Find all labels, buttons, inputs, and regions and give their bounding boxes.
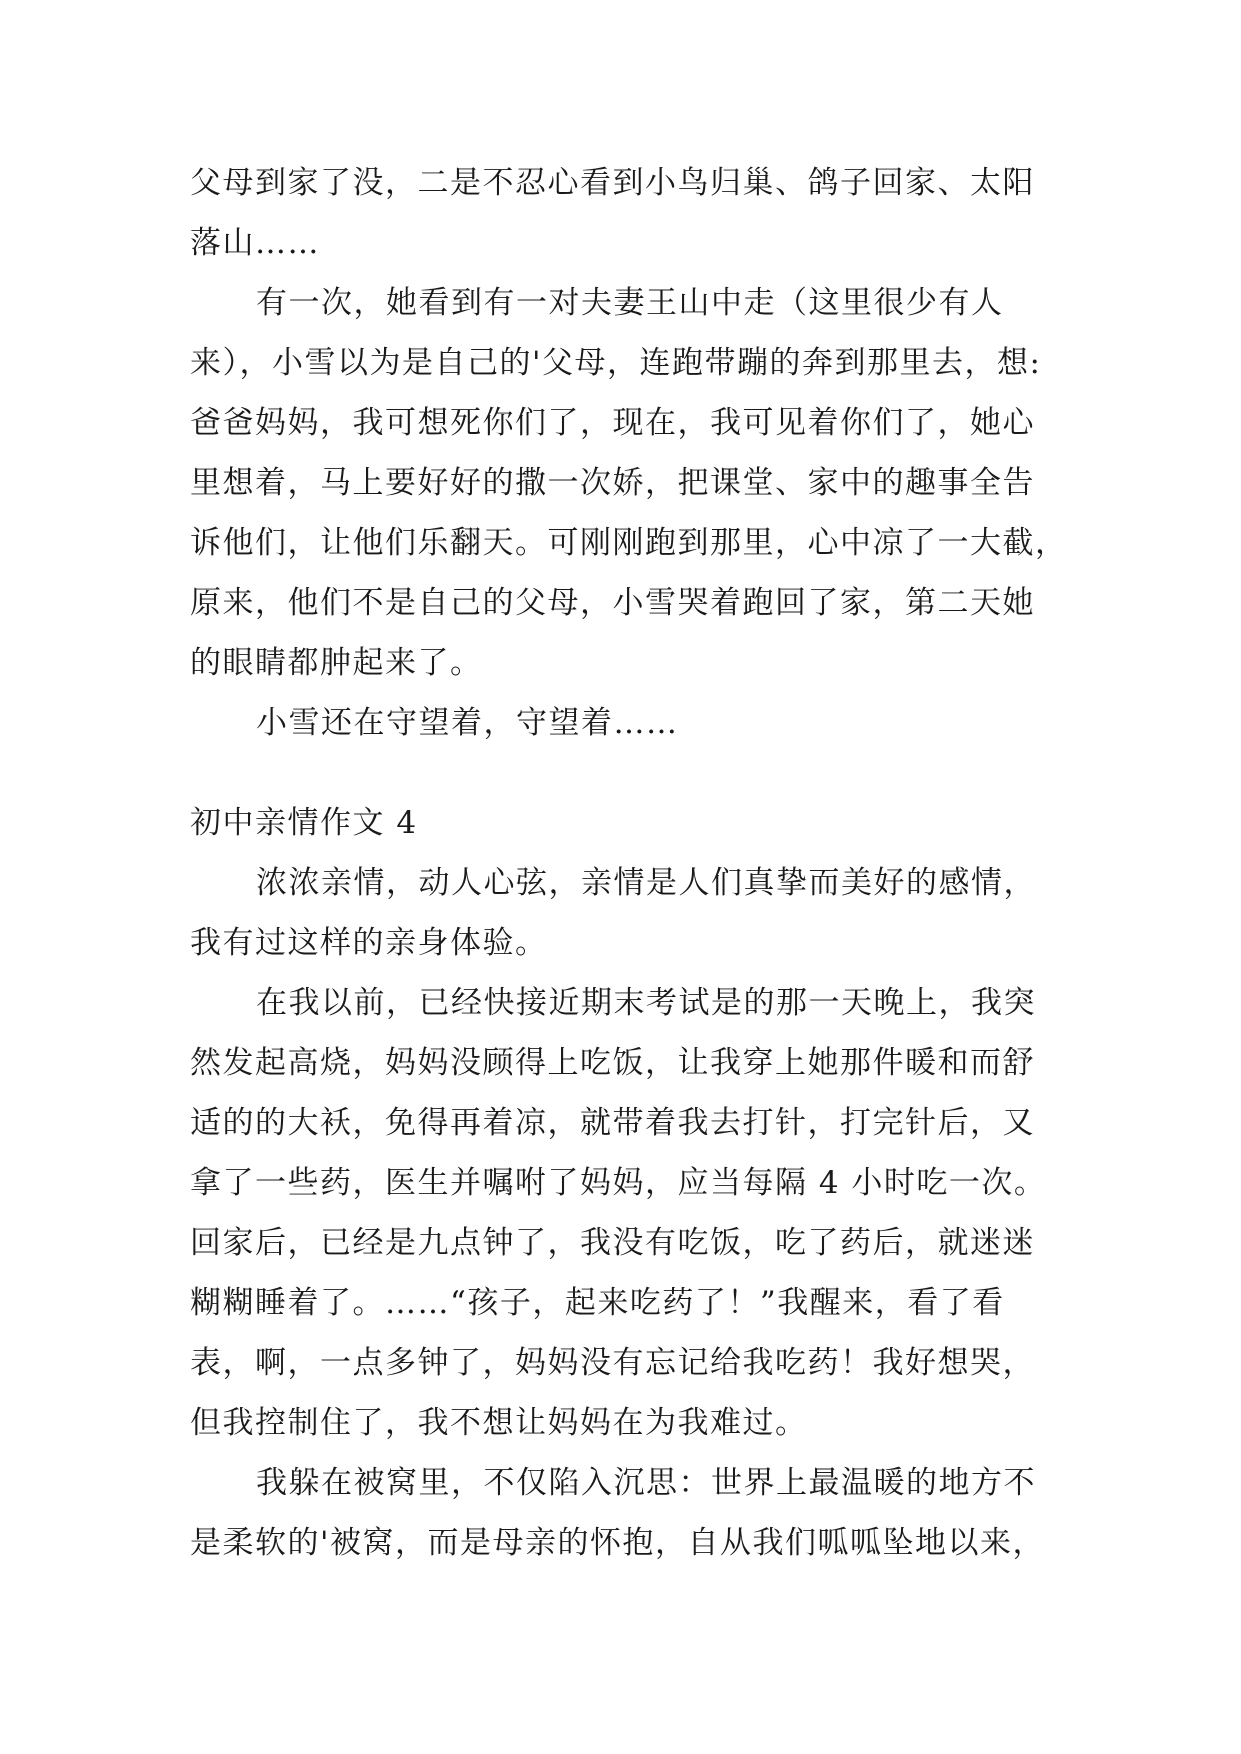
text-line: 里想着，马上要好好的撒一次娇，把课堂、家中的趣事全告 <box>190 465 1035 501</box>
text-line: 父母到家了没，二是不忍心看到小鸟归巢、鸽子回家、太阳 <box>190 165 1035 201</box>
text-line: 诉他们，让他们乐翻天。可刚刚跑到那里，心中凉了一大截， <box>190 525 1068 561</box>
text-line: 来），小雪以为是自己的'父母，连跑带蹦的奔到那里去，想: <box>190 345 1042 381</box>
text-line: 适的的大袄，免得再着凉，就带着我去打针，打完针后，又 <box>190 1105 1035 1141</box>
paragraph-start: 我躲在被窝里，不仅陷入沉思：世界上最温暖的地方不 <box>256 1465 1036 1501</box>
text-line: 然发起高烧，妈妈没顾得上吃饭，让我穿上她那件暖和而舒 <box>190 1045 1035 1081</box>
paragraph-start: 小雪还在守望着，守望着…… <box>256 705 679 741</box>
text-line: 回家后，已经是九点钟了，我没有吃饭，吃了药后，就迷迷 <box>190 1225 1035 1261</box>
text-line: 糊糊睡着了。……“孩子，起来吃药了！”我醒来，看了看 <box>190 1285 1005 1321</box>
text-line: 我有过这样的亲身体验。 <box>190 925 548 961</box>
text-line: 原来，他们不是自己的父母，小雪哭着跑回了家，第二天她 <box>190 585 1035 621</box>
text-line: 表，啊，一点多钟了，妈妈没有忘记给我吃药！我好想哭， <box>190 1345 1035 1381</box>
text-line: 是柔软的'被窝，而是母亲的怀抱，自从我们呱呱坠地以来， <box>190 1525 1046 1561</box>
paragraph-start: 在我以前，已经快接近期末考试是的那一天晚上，我突 <box>256 985 1036 1021</box>
text-line: 拿了一些药，医生并嘱咐了妈妈，应当每隔 4 小时吃一次。 <box>190 1165 1047 1201</box>
text-line: 的眼睛都肿起来了。 <box>190 645 483 681</box>
text-line: 落山…… <box>190 225 320 261</box>
section-heading: 初中亲情作文 4 <box>190 805 418 841</box>
text-line: 但我控制住了，我不想让妈妈在为我难过。 <box>190 1405 808 1441</box>
paragraph-start: 有一次，她看到有一对夫妻王山中走（这里很少有人 <box>256 285 1004 321</box>
paragraph-start: 浓浓亲情，动人心弦，亲情是人们真挚而美好的感情， <box>256 865 1036 901</box>
text-line: 爸爸妈妈，我可想死你们了，现在，我可见着你们了，她心 <box>190 405 1035 441</box>
